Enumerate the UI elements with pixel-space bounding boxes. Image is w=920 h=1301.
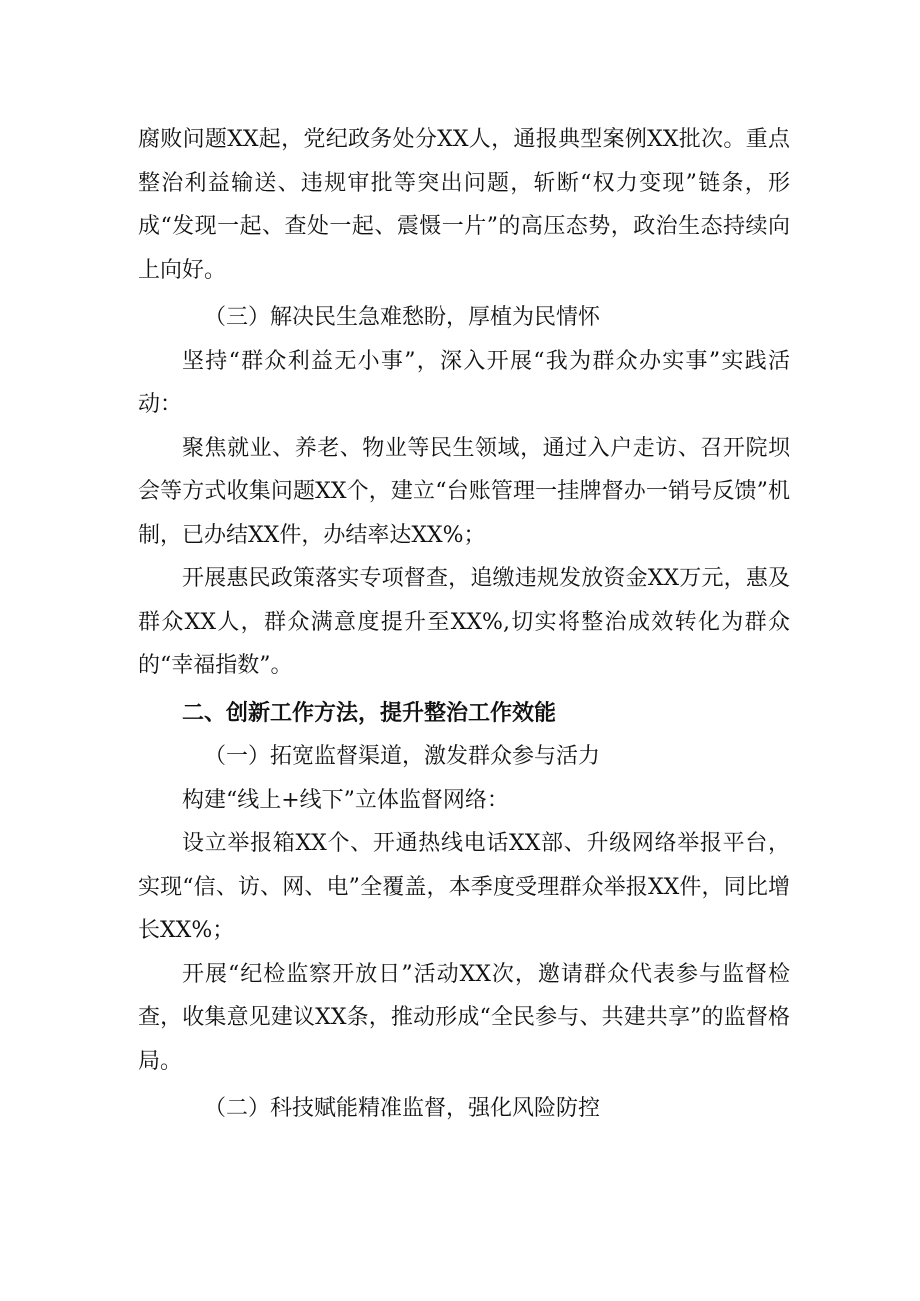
paragraph-online-offline: 构建“线上+线下”立体监督网络： xyxy=(182,787,509,813)
paragraph-livelihood-issues: 聚焦就业、养老、物业等民生领域，通过入户走访、召开院坝会等方式收集问题XX个，建立“台账管理一挂牌督办一销号反馈”机制，已办结XX件，办结率达XX%； xyxy=(138,435,790,548)
paragraph-practice-activity: 坚持“群众利益无小事”，深入开展“我为群众办实事”实践活动： xyxy=(138,348,790,417)
paragraph-open-day: 开展“纪检监察开放日”活动XX次，邀请群众代表参与监督检查，收集意见建议XX条，推动形成“全民参与、共建共享”的监督格局。 xyxy=(138,961,790,1074)
paragraph-policy-inspection: 开展惠民政策落实专项督查，追缴违规发放资金XX万元，惠及群众XX人，群众满意度提升至XX%,切实将整治成效转化为群众的“幸福指数”。 xyxy=(138,566,790,678)
subheading-tech-supervision: （二）科技赋能精准监督，强化风险防控 xyxy=(204,1096,601,1121)
section-heading-methods: 二、创新工作方法，提升整治工作效能 xyxy=(182,700,557,726)
paragraph-corruption-results: 腐败问题XX起，党纪政务处分XX人，通报典型案例XX批次。重点整治利益输送、违规审批等突出问题，斩断“权力变现”链条，形成“发现一起、查处一起、震慑一片”的高压态势，政治生态持续向上向好。 xyxy=(138,127,790,283)
paragraph-report-channels: 设立举报箱XX个、开通热线电话XX部、升级网络举报平台，实现“信、访、网、电”全覆盖，本季度受理群众举报XX件，同比增长XX%； xyxy=(138,831,790,943)
subheading-supervision-channels: （一）拓宽监督渠道，激发群众参与活力 xyxy=(204,744,601,769)
document-body xyxy=(138,118,790,1131)
subheading-livelihood: （三）解决民生急难愁盼，厚植为民情怀 xyxy=(204,305,601,330)
